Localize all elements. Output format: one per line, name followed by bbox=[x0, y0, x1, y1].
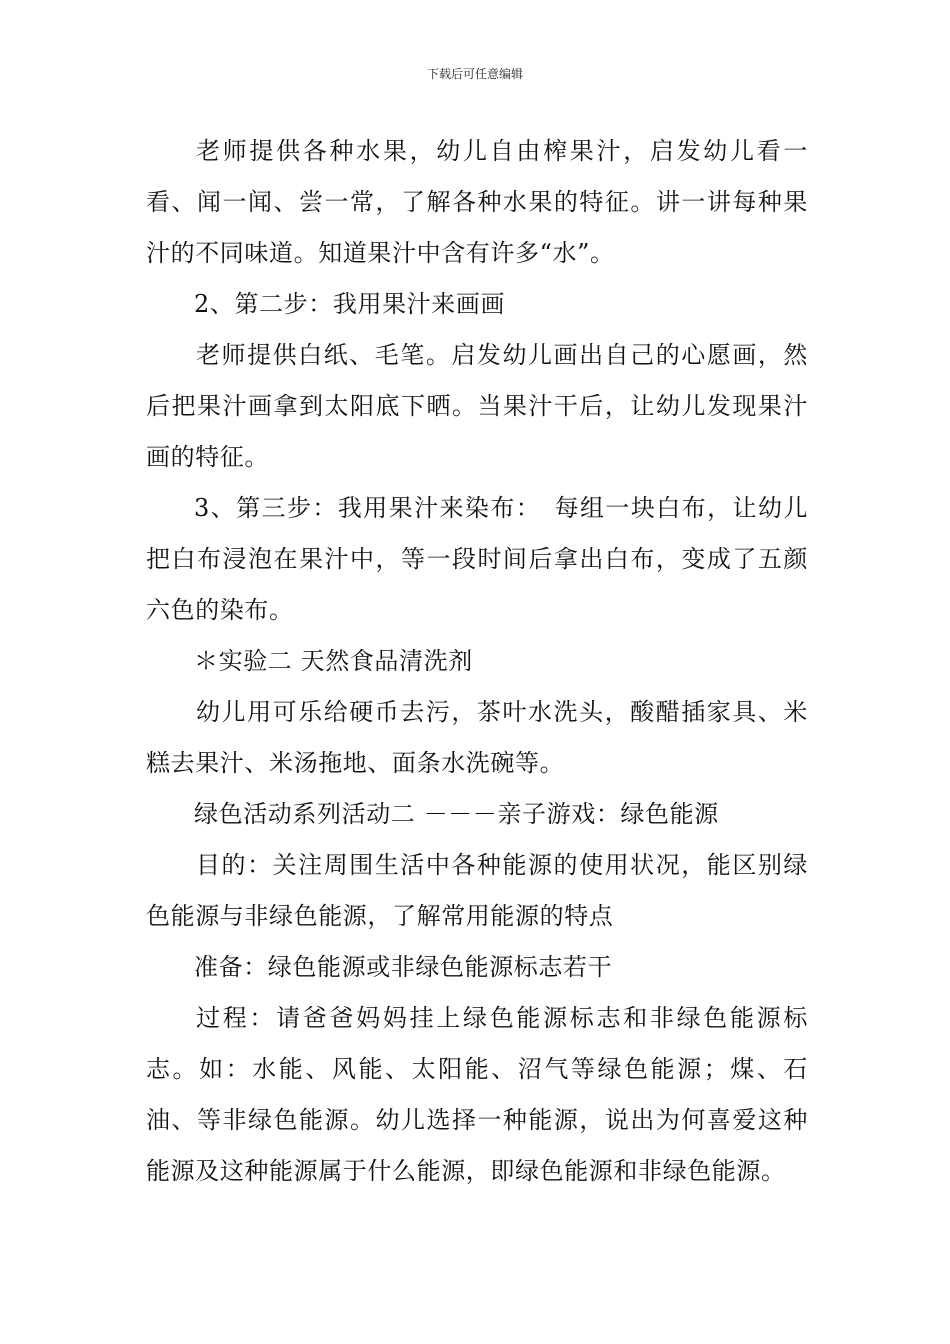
paragraph-juice-making: 老师提供各种水果，幼儿自由榨果汁，启发幼儿看一看、闻一闻、尝一常，了解各种水果的特征。讲一讲每种果汁的不同味道。知道果汁中含有许多“水”。 bbox=[146, 137, 808, 267]
paragraph-preparation: 准备：绿色能源或非绿色能源标志若干 bbox=[194, 953, 613, 981]
paragraph-step-three-dyeing: 3、第三步：我用果汁来染布： 每组一块白布，让幼儿把白布浸泡在果汁中，等一段时间后拿出白布，变成了五颜六色的染布。 bbox=[146, 494, 808, 624]
experiment-two-heading: ＊实验二 天然食品清洗剂 bbox=[194, 647, 473, 675]
activity-two-heading: 绿色活动系列活动二 －－－亲子游戏：绿色能源 bbox=[194, 800, 719, 828]
paragraph-process: 过程：请爸爸妈妈挂上绿色能源标志和非绿色能源标志。如：水能、风能、太阳能、沼气等绿色能源；煤、石油、等非绿色能源。幼儿选择一种能源，说出为何喜爱这种能源及这种能源属于什么能源，即绿色能源和非绿色能源。 bbox=[146, 1004, 808, 1185]
paragraph-natural-cleaners: 幼儿用可乐给硬币去污，茶叶水洗头，酸醋插家具、米糕去果汁、米汤拖地、面条水洗碗等。 bbox=[146, 698, 808, 777]
paragraph-purpose: 目的：关注周围生活中各种能源的使用状况，能区别绿色能源与非绿色能源，了解常用能源的特点 bbox=[146, 851, 808, 930]
paragraph-juice-painting: 老师提供白纸、毛笔。启发幼儿画出自己的心愿画，然后把果汁画拿到太阳底下晒。当果汁干后，让幼儿发现果汁画的特征。 bbox=[146, 341, 808, 471]
page-header-note: 下载后可任意编辑 bbox=[426, 67, 523, 81]
document-body bbox=[146, 126, 808, 1197]
step-two-heading: 2、第二步：我用果汁来画画 bbox=[194, 290, 506, 318]
